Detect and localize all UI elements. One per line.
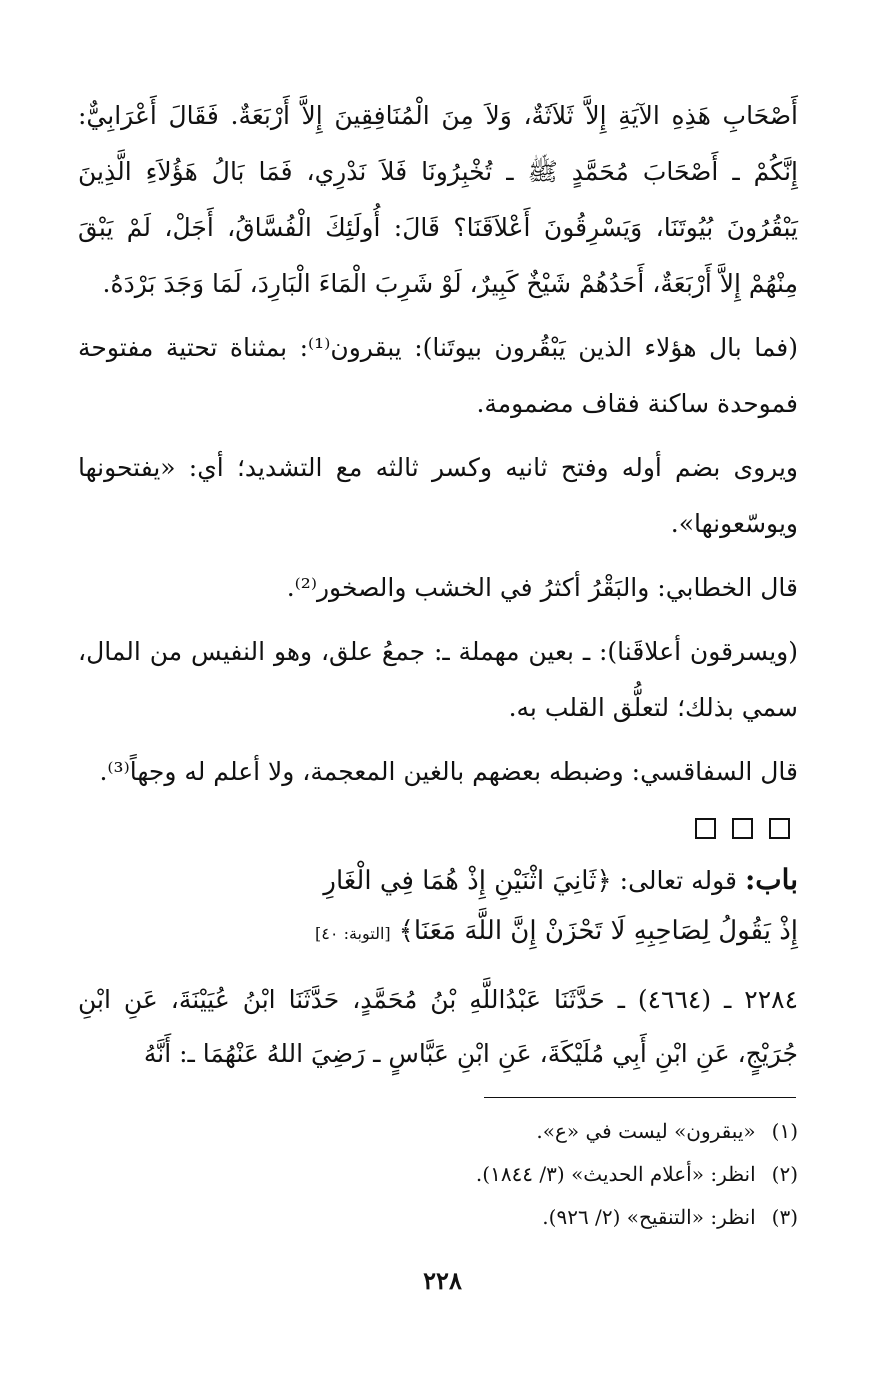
page-body — [78, 88, 798, 1081]
footnotes — [78, 1110, 798, 1239]
section-separator — [78, 818, 798, 843]
quran-verse-part-2: إِذْ يَقُولُ لِصَاحِبِهِ لَا تَحْزَنْ إِنَّ اللَّهَ مَعَنَا﴾ — [398, 916, 798, 946]
chapter-heading — [78, 855, 798, 959]
chapter-heading-line-1 — [78, 855, 798, 906]
commentary-paragraph-alaq: (ويسرقون أعلاقَنا): ـ بعين مهملة ـ: جمعُ علق، وهو النفيس من المال، سمي بذلك؛ لتعلُّق القلب به. — [78, 637, 798, 722]
footnote-2 — [78, 1153, 798, 1196]
footnote-number: (٣) — [771, 1205, 798, 1229]
separator-square-icon — [695, 818, 716, 839]
footnote-number: (٢) — [771, 1162, 798, 1186]
chapter-label: باب: — [744, 863, 798, 896]
commentary-paragraph-yabqurun: (فما بال هؤلاء الذين يَبْقُرون بيوتَنا): يبقرون⁽¹⁾: بمثناة تحتية مفتوحة فموحدة ساكنة فقاف مضمومة. — [78, 333, 798, 418]
footnote-number: (١) — [771, 1119, 798, 1143]
commentary-paragraph-safaqusi: قال السفاقسي: وضبطه بعضهم بالغين المعجمة، ولا أعلم له وجهاً⁽³⁾. — [99, 757, 798, 786]
commentary-paragraph-riwaya: ويروى بضم أوله وفتح ثانيه وكسر ثالثه مع التشديد؛ أي: «يفتحونها ويوسّعونها». — [78, 453, 798, 538]
chapter-intro: قوله تعالى: — [619, 866, 738, 895]
footnote-1 — [78, 1110, 798, 1153]
footnote-divider — [484, 1097, 796, 1098]
page-number: ٢٢٨ — [423, 1266, 462, 1295]
footnote-text: انظر: «التنقيح» (٢/ ٩٢٦). — [542, 1205, 756, 1229]
footnote-text: انظر: «أعلام الحديث» (٣/ ١٨٤٤). — [475, 1162, 756, 1186]
footnote-3 — [78, 1196, 798, 1239]
hadith-text: ٢٢٨٤ ـ (٤٦٦٤) ـ حَدَّثَنَا عَبْدُاللَّهِ بْنُ مُحَمَّدٍ، حَدَّثَنَا ابْنُ عُيَيْنَةَ، عَنِ ابْنِ جُرَيْجٍ، عَنِ ابْنِ أَبِي مُلَيْكَةَ، عَنِ ابْنِ عَبَّاسٍ ـ رَضِيَ اللهُ عَنْهُمَا ـ: أَنَّهُ — [78, 985, 798, 1068]
quran-verse-part-1: ﴿ثَانِيَ اثْنَيْنِ إِذْ هُمَا فِي الْغَارِ — [323, 866, 612, 896]
hadith-continuation-paragraph: أَصْحَابِ هَذِهِ الآيَةِ إِلاَّ ثَلاَثَةٌ، وَلاَ مِنَ الْمُنَافِقِينَ إِلاَّ أَرْبَعَةٌ. فَقَالَ أَعْرَابِيٌّ: إِنَّكُمْ ـ أَصْحَابَ مُحَمَّدٍ ﷺ ـ تُخْبِرُونَا فَلاَ نَدْرِي، فَمَا بَالُ هَؤُلاَءِ الَّذِينَ يَبْقُرُونَ بُيُوتَنَا، وَيَسْرِقُونَ أَعْلاَقَنَا؟ قَالَ: أُولَئِكَ الْفُسَّاقُ، أَجَلْ، لَمْ يَبْقَ مِنْهُمْ إِلاَّ أَرْبَعَةٌ، أَحَدُهُمْ شَيْخٌ كَبِيرٌ، لَوْ شَرِبَ الْمَاءَ الْبَارِدَ، لَمَا وَجَدَ بَرْدَهُ. — [78, 101, 798, 298]
chapter-heading-line-2 — [78, 906, 798, 959]
footnote-text: «يبقرون» ليست في «ع». — [536, 1119, 756, 1143]
commentary-paragraph-khattabi: قال الخطابي: والبَقْرُ أكثرُ في الخشب والصخور⁽²⁾. — [286, 573, 798, 602]
sura-reference: [التوبة: ٤٠] — [315, 924, 391, 943]
separator-square-icon — [732, 818, 753, 839]
separator-square-icon — [769, 818, 790, 839]
